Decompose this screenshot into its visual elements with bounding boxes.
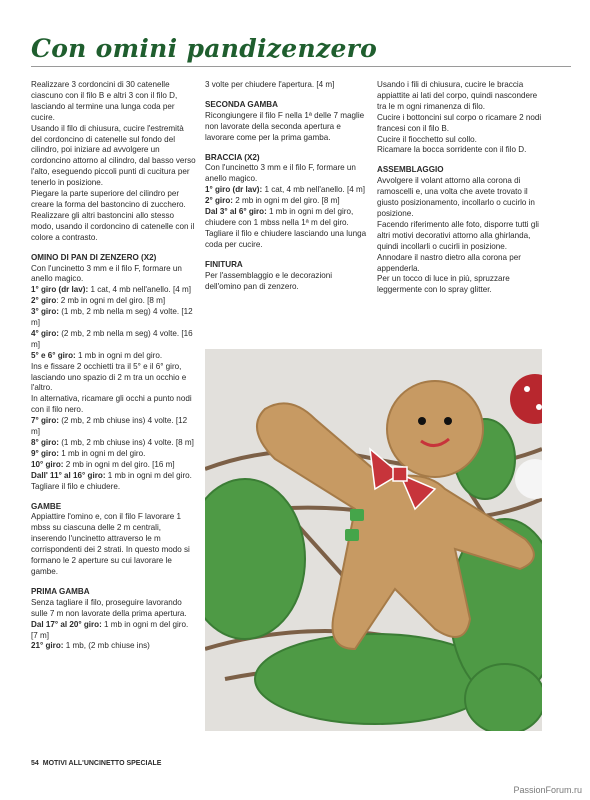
left-eye [418, 417, 426, 425]
paragraph: Annodare il nastro dietro alla corona per appenderla. [377, 252, 521, 273]
round-line: Dal 17° al 20° giro: 1 mb in ogni m del giro. [7 m] [31, 619, 189, 640]
round-line: 9° giro: 1 mb in ogni m del giro. [31, 448, 146, 458]
paragraph: Tagliare il filo e chiudere. [31, 481, 121, 491]
paragraph: Per l'assemblaggio e le decorazioni dell'omino pan di zenzero. [205, 270, 333, 291]
gingerbread-illustration [205, 349, 542, 731]
paragraph: 3 volte per chiudere l'apertura. [4 m] [205, 80, 335, 89]
round-line: 10° giro: 2 mb in ogni m del giro. [16 m] [31, 459, 175, 469]
paragraph: Per un tocco di luce in più, spruzzare leggermente con lo spray glitter. [377, 274, 510, 295]
paragraph: Ricongiungere il filo F nella 1ª delle 7 maglie non lavorate della seconda apertura e lavorare come per la prima gamba. [205, 110, 365, 142]
section-heading: GAMBE [31, 501, 62, 511]
section-heading: OMINO DI PAN DI ZENZERO (X2) [31, 252, 157, 262]
paragraph: Senza tagliare il filo, proseguire lavorando sulle 7 m non lavorate della prima apertura. [31, 597, 187, 618]
round-line: Dal 3° al 6° giro: 1 mb in ogni m del giro, chiudere con 1 mbss nella 1ª m del giro. [205, 207, 354, 227]
section-heading: ASSEMBLAGGIO [377, 165, 444, 175]
round-line: 2° giro: 2 mb in ogni m del giro. [8 m] [31, 296, 166, 306]
paragraph: Realizzare 3 cordoncini di 30 catenelle ciascuno con il filo B e altri 3 con il filo D, lasciando al termine una lunga coda per cucire. [31, 80, 178, 122]
paragraph: Usando i fili di chiusura, cucire le braccia appiattite ai lati del corpo, quindi nascondere tra le m ogni rimanenza di filo. [377, 80, 538, 111]
paragraph: Piegare la parte superiore del cilindro per creare la forma del bastoncino di zucchero. [31, 189, 186, 209]
paragraph: In alternativa, ricamare gli occhi a punto nodi con il filo nero. [31, 394, 192, 415]
column-1 [31, 80, 196, 652]
round-line: Dall' 11° al 16° giro: 1 mb in ogni m del giro. [31, 470, 192, 480]
round-line: 8° giro: (1 mb, 2 mb chiuse ins) 4 volte. [8 m] [31, 438, 194, 447]
round-line: 1° giro (dr lav): 1 cat, 4 mb nell'anello. [4 m] [205, 185, 365, 195]
column-2 [205, 80, 367, 292]
paragraph: Con l'uncinetto 3 mm e il filo F, formare un anello magico. [205, 163, 356, 184]
page-footer [31, 760, 161, 767]
round-line: 21° giro: 1 mb, (2 mb chiuse ins) [31, 641, 150, 651]
column-3 [377, 80, 542, 296]
section-heading: BRACCIA (X2) [205, 152, 260, 162]
page-title: Con omini pandizenzero [31, 34, 378, 63]
paragraph: Usando il filo di chiusura, cucire l'estremità del cordoncino di catenelle sul fondo del cilindro, poi iniziare ad avvolgere un cordoncino attorno al cilindro, dal basso verso l'alto, eseguendo piccoli punti di cucitura per tenerlo in posizione. [31, 123, 196, 188]
round-line: 3° giro: (1 mb, 2 mb nella m seg) 4 volte. [12 m] [31, 307, 193, 328]
paragraph: Realizzare gli altri bastoncini allo stesso modo, usando il cordoncino di catenelle con il colore a contrasto. [31, 210, 195, 242]
paragraph: Cucire i bottoncini sul corpo o ricamare 2 nodi francesi con il filo B. [377, 112, 542, 133]
magazine-name: MOTIVI ALL'UNCINETTO SPECIALE [42, 760, 162, 767]
watermark: PassionForum.ru [513, 785, 582, 795]
round-line: 7° giro: (2 mb, 2 mb chiuse ins) 4 volte. [12 m] [31, 416, 188, 437]
paragraph: Avvolgere il volant attorno alla corona di ramoscelli e, una volta che avete trovato il giusto posizionamento, incollarlo o cucirlo in posizione. [377, 176, 535, 218]
button-top [350, 509, 364, 521]
paragraph: Tagliare il filo e chiudere lasciando una lunga coda per cucire. [205, 228, 367, 249]
title-rule [31, 66, 571, 67]
round-line: 2° giro: 2 mb in ogni m del giro. [8 m] [205, 196, 340, 206]
section-heading: SECONDA GAMBA [205, 99, 278, 109]
gingerbread-photo [205, 349, 542, 731]
paragraph: Con l'uncinetto 3 mm e il filo F, formare un anello magico. [31, 263, 182, 284]
gingerbread-head [387, 381, 483, 477]
paragraph: Cucire il fiocchetto sul collo. [377, 134, 477, 144]
paragraph: Appiattire l'omino e, con il filo F lavorare 1 mbss su ciascuna delle 2 m centrali, inserendo l'uncinetto attraverso le m corrispondenti dei 2 strati. In questo modo si formano le 2 aperture su cui lavorare le gambe. [31, 512, 190, 576]
round-line: 4° giro: (2 mb, 2 mb nella m seg) 4 volte. [16 m] [31, 328, 193, 349]
right-eye [444, 417, 452, 425]
paragraph: Ricamare la bocca sorridente con il filo D. [377, 145, 527, 155]
section-heading: FINITURA [205, 259, 243, 269]
round-line: 5° e 6° giro: 1 mb in ogni m del giro. [31, 350, 163, 360]
button-bottom [345, 529, 359, 541]
page-number: 54 [31, 760, 39, 767]
paragraph: Facendo riferimento alle foto, disporre tutti gli altri motivi decorativi attorno alla ghirlanda, quindi incollarli o cucirli in posizione. [377, 219, 539, 251]
paragraph: Ins e fissare 2 occhietti tra il 5° e il 6° giro, lasciando uno spazio di 2 m tra un occhio e l'altro. [31, 361, 187, 393]
round-line: 1° giro (dr lav): 1 cat, 4 mb nell'anello. [4 m] [31, 285, 191, 295]
section-heading: PRIMA GAMBA [31, 586, 90, 596]
